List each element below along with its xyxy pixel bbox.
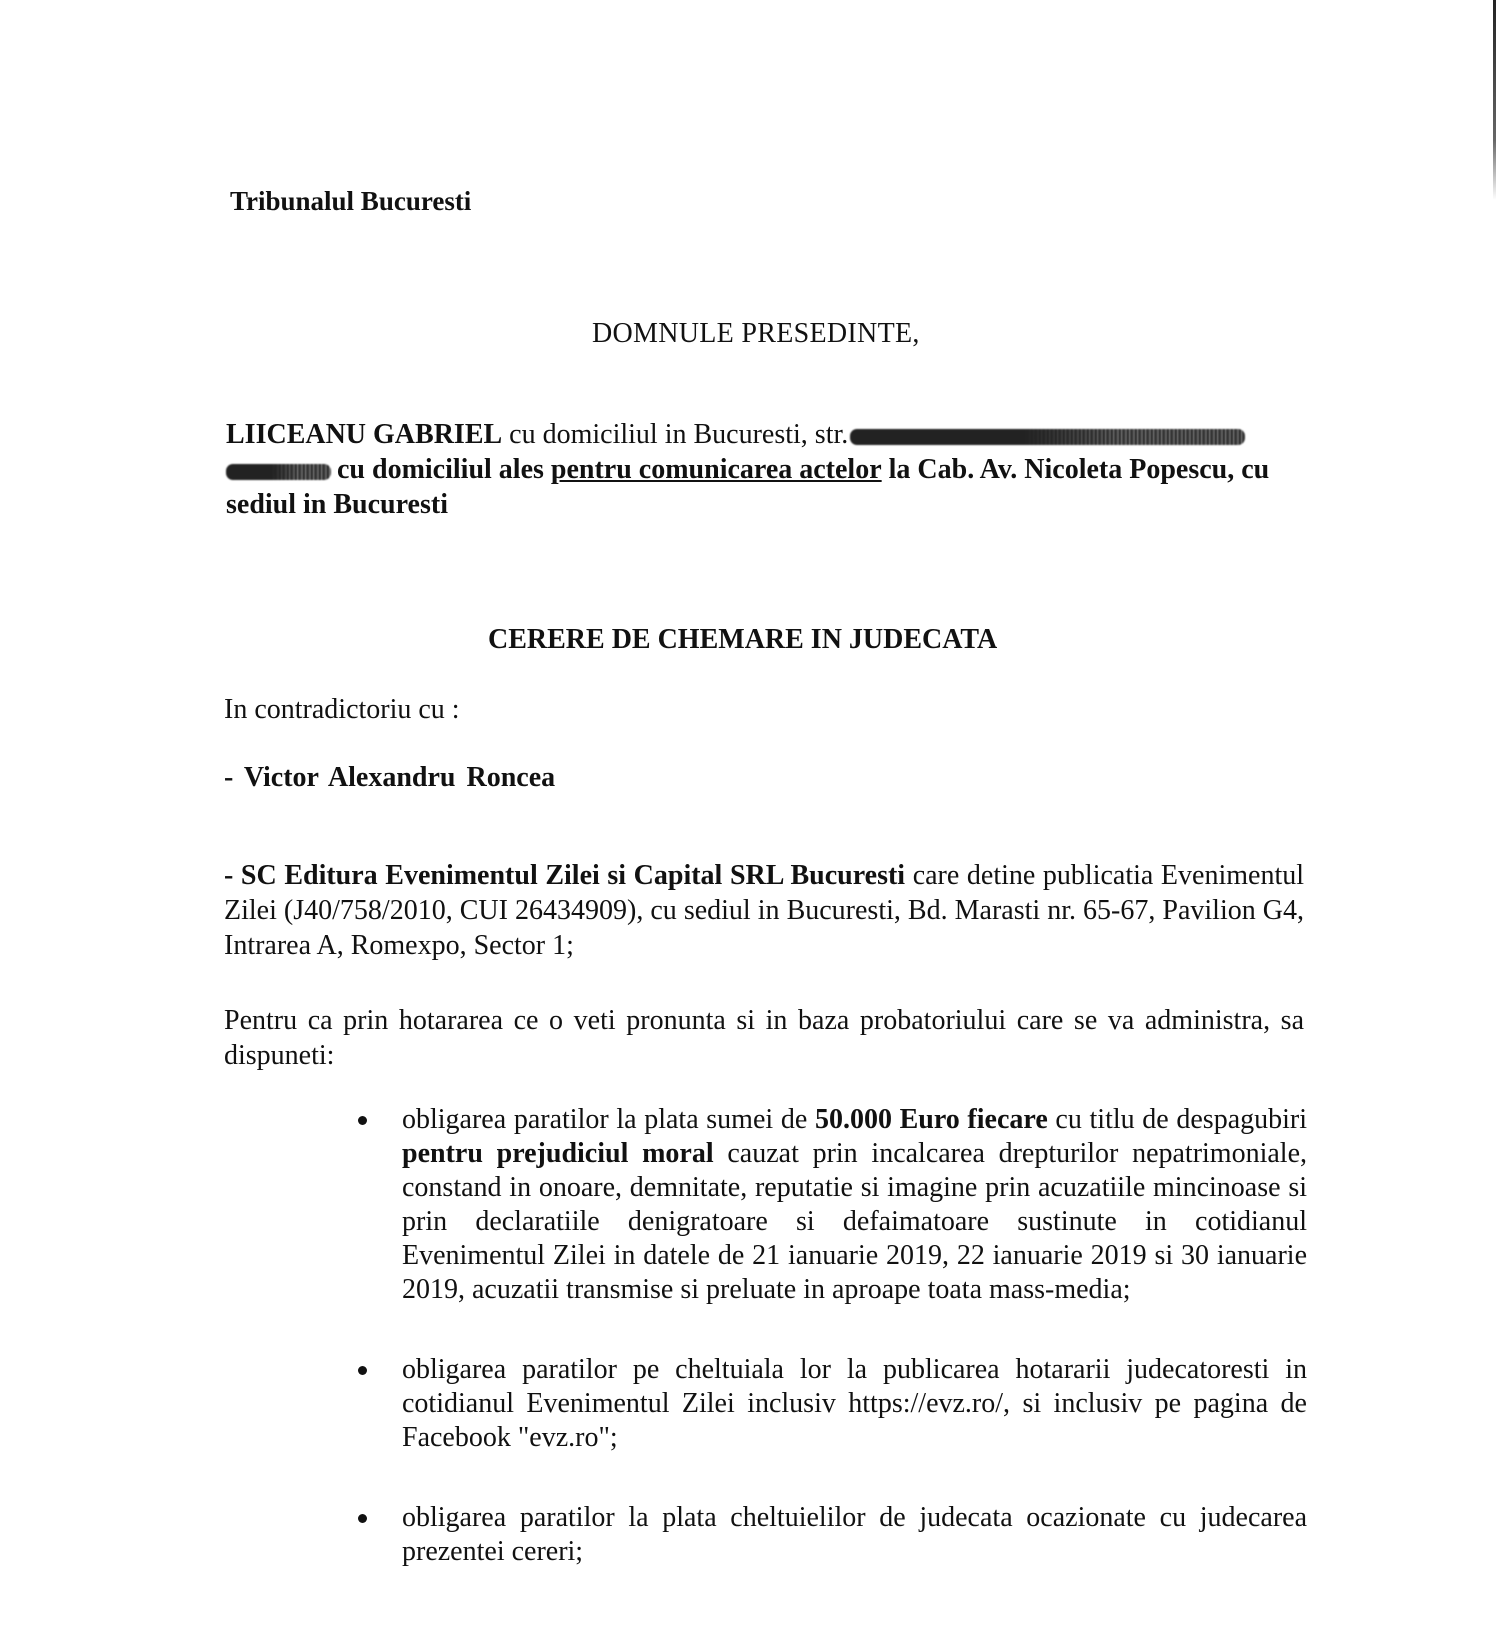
document-title: CERERE DE CHEMARE IN JUDECATA [488,624,998,655]
claims-list [352,1103,1307,1569]
claim-item [352,1103,1307,1307]
claim-2-text: obligarea paratilor pe cheltuiala lor la publicarea hotararii judecatoresti in cotidianul Evenimentul Zilei inclusiv https://evz.ro/, si inclusiv pe pagina de Facebook "evz.ro"; [402,1354,1307,1453]
defendant-2-details: care detine publicatia Evenimentul Zilei (J40/758/2010, CUI 26434909), cu sediul in Bucuresti, Bd. Marasti nr. 65-67, Pavilion G4, Intrarea A, Romexpo, Sector 1; [224,860,1304,961]
defendant-2 [224,858,1304,963]
redacted-address [850,429,1245,445]
chosen-domicile: cu domiciliul ales [337,454,544,485]
plaintiff-name: LIICEANU GABRIEL [226,419,503,450]
claim-1-text-b: cu titlu de despagubiri [1055,1104,1308,1135]
claim-1-text-a: obligarea paratilor la plata sumei de [402,1104,808,1135]
claim-item [352,1501,1307,1569]
law-office: la Cab. Av. Nicoleta Popescu, cu sediul in Bucuresti [226,454,1270,520]
defendant-1: - Victor Alexandru Roncea [224,762,556,793]
claim-item [352,1353,1307,1455]
claim-1-amount: 50.000 Euro fiecare [814,1104,1048,1135]
page-edge-shadow [1493,0,1496,200]
redacted-sector [226,464,331,480]
plaintiff-domicile: cu domiciliul in Bucuresti, str. [509,419,849,450]
salutation: DOMNULE PRESEDINTE, [592,318,920,349]
for-communication: pentru comunicarea actelor [550,454,882,485]
plaintiff-block [226,417,1306,522]
claim-3-text: obligarea paratilor la plata cheltuielilor de judecata ocazionate cu judecarea prezentei cereri; [402,1502,1307,1567]
request-paragraph: Pentru ca prin hotararea ce o veti pronunta si in baza probatoriului care se va administra, sa dispuneti: [224,1005,1304,1071]
claim-1-text-c: cauzat prin incalcarea drepturilor nepatrimoniale, constand in onoare, demnitate, reputatie si imagine prin acuzatiile mincinoase si prin declaratiile denigratoare si defaimatoare sustinute in cotidianul Evenimentul Zilei in datele de 21 ianuarie 2019, 22 ianuarie 2019 si 30 ianuarie 2019, acuzatii transmise si preluate in aproape toata mass-media; [402,1138,1308,1305]
contradictoriu-label: In contradictoriu cu : [224,694,460,725]
claim-1-moral: pentru prejudiciul moral [402,1138,714,1169]
court-name: Tribunalul Bucuresti [230,186,472,216]
bullet-icon [358,1514,367,1523]
defendant-2-name: - SC Editura Evenimentul Zilei si Capital SRL Bucuresti [224,860,906,891]
bullet-icon [358,1116,367,1125]
bullet-icon [358,1366,367,1375]
